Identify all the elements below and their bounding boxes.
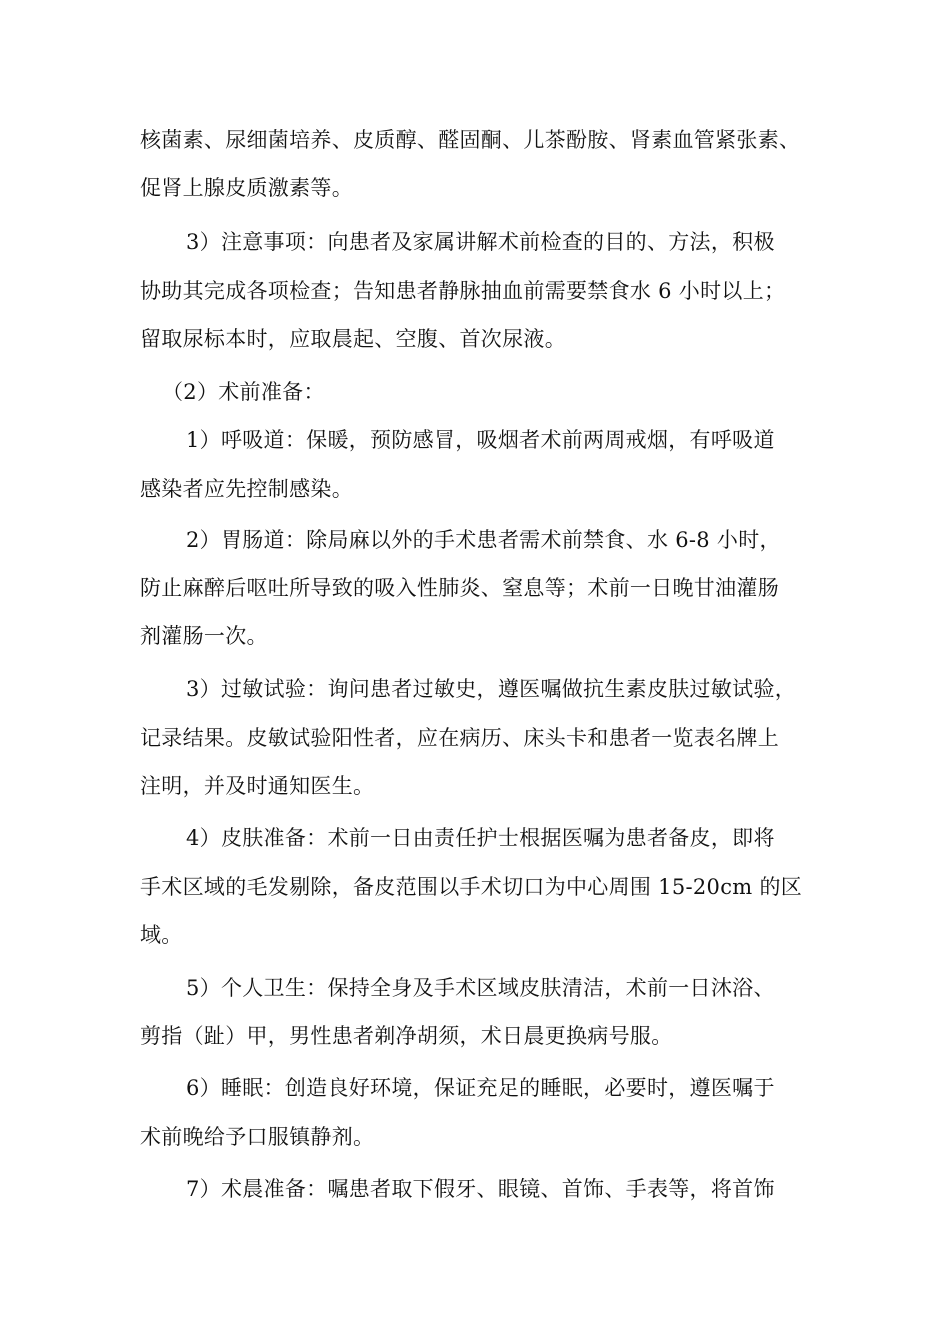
text-line: 感染者应先控制感染。 bbox=[140, 477, 353, 501]
text-line: 3）过敏试验：询问患者过敏史，遵医嘱做抗生素皮肤过敏试验， bbox=[186, 677, 797, 701]
text-line: 记录结果。皮敏试验阳性者，应在病历、床头卡和患者一览表名牌上 bbox=[140, 726, 779, 750]
text-line: 7）术晨准备：嘱患者取下假牙、眼镜、首饰、手表等，将首饰 bbox=[186, 1177, 775, 1201]
text-line: 促肾上腺皮质激素等。 bbox=[140, 176, 353, 200]
text-line: 注明，并及时通知医生。 bbox=[140, 774, 375, 798]
text-line: 5）个人卫生：保持全身及手术区域皮肤清洁，术前一日沐浴、 bbox=[186, 976, 775, 1000]
text-line: 协助其完成各项检查；告知患者静脉抽血前需要禁食水 6 小时以上； bbox=[140, 279, 786, 303]
text-line: 剪指（趾）甲，男性患者剃净胡须，术日晨更换病号服。 bbox=[140, 1024, 673, 1048]
text-line: 1）呼吸道：保暖，预防感冒，吸烟者术前两周戒烟，有呼吸道 bbox=[186, 428, 775, 452]
text-line: 术前晚给予口服镇静剂。 bbox=[140, 1125, 375, 1149]
section-heading: （2）术前准备： bbox=[162, 380, 325, 404]
text-line: 6）睡眠：创造良好环境，保证充足的睡眠，必要时，遵医嘱于 bbox=[186, 1076, 775, 1100]
text-line: 手术区域的毛发剔除，备皮范围以手术切口为中心周围 15-20cm 的区 bbox=[140, 875, 803, 899]
text-line: 3）注意事项：向患者及家属讲解术前检查的目的、方法，积极 bbox=[186, 230, 775, 254]
text-line: 留取尿标本时，应取晨起、空腹、首次尿液。 bbox=[140, 327, 566, 351]
text-line: 核菌素、尿细菌培养、皮质醇、醛固酮、儿茶酚胺、肾素血管紧张素、 bbox=[140, 128, 801, 152]
text-line: 剂灌肠一次。 bbox=[140, 624, 268, 648]
text-line: 域。 bbox=[140, 923, 183, 947]
text-line: 4）皮肤准备：术前一日由责任护士根据医嘱为患者备皮，即将 bbox=[186, 826, 775, 850]
text-line: 防止麻醉后呕吐所导致的吸入性肺炎、窒息等；术前一日晚甘油灌肠 bbox=[140, 576, 779, 600]
text-line: 2）胃肠道：除局麻以外的手术患者需术前禁食、水 6-8 小时， bbox=[186, 528, 781, 552]
